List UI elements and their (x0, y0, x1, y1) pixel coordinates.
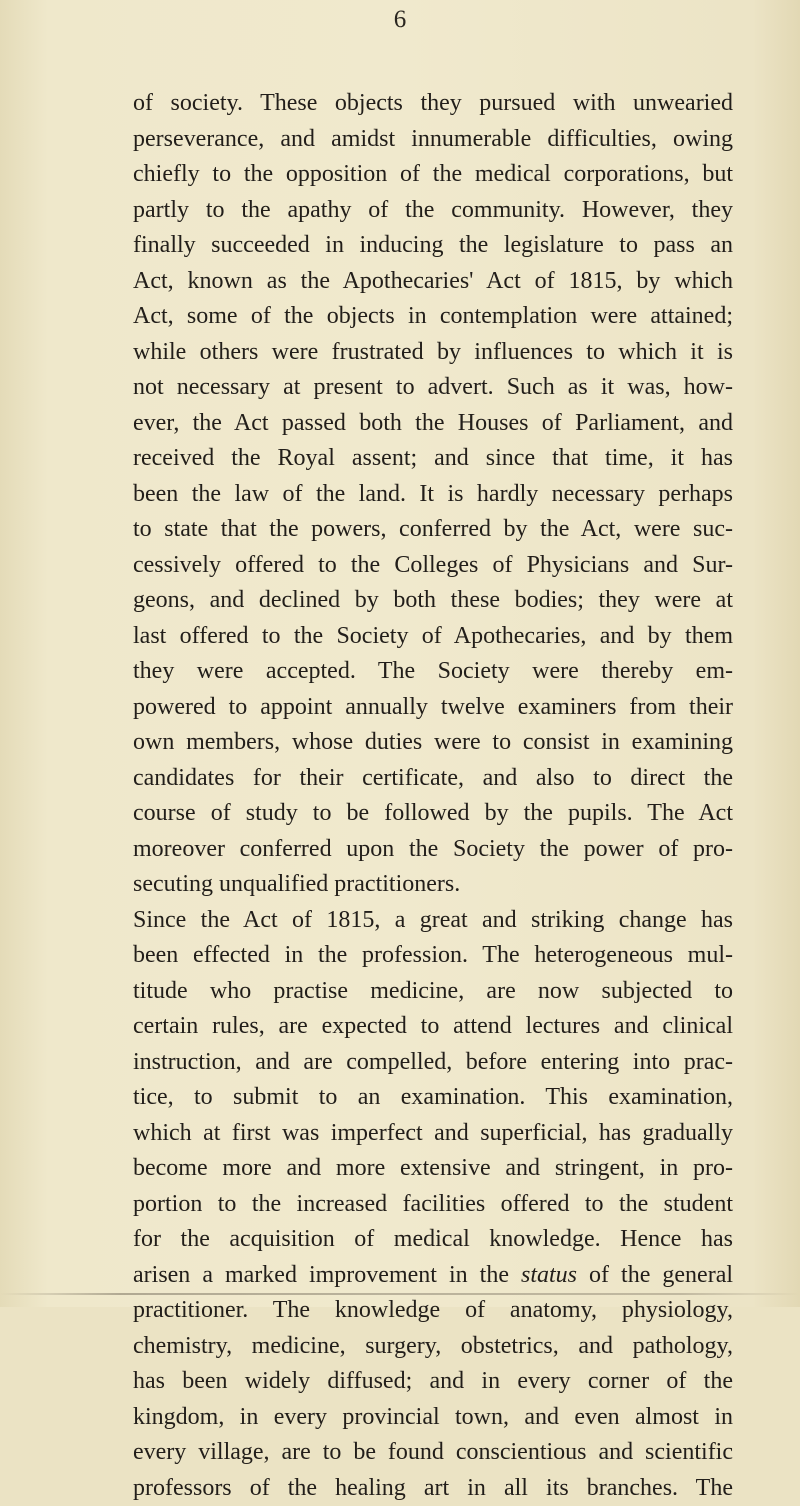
text-line: of society. These objects they pursued with unwearied (133, 86, 733, 122)
text-line: titude who practise medicine, are now subjected to (133, 974, 733, 1010)
text-line: finally succeeded in inducing the legislature to pass an (133, 228, 733, 264)
text-line: geons, and declined by both these bodies; they were at (133, 583, 733, 619)
text-line: Act, known as the Apothecaries' Act of 1815, by which (133, 264, 733, 300)
text-line: cessively offered to the Colleges of Physicians and Sur- (133, 548, 733, 584)
text-line: ever, the Act passed both the Houses of Parliament, and (133, 406, 733, 442)
text-line: Act, some of the objects in contemplation were attained; (133, 299, 733, 335)
text-line: every village, are to be found conscientious and scientific (133, 1435, 733, 1471)
text-line: kingdom, in every provincial town, and even almost in (133, 1400, 733, 1436)
text-line: candidates for their certificate, and also to direct the (133, 761, 733, 797)
text-line: to state that the powers, conferred by the Act, were suc- (133, 512, 733, 548)
text-line: instruction, and are compelled, before entering into prac- (133, 1045, 733, 1081)
page-number: 6 (0, 6, 800, 34)
text-line: received the Royal assent; and since that time, it has (133, 441, 733, 477)
text-line: last offered to the Society of Apothecaries, and by them (133, 619, 733, 655)
text-fragment: arisen a marked improvement in the (133, 1262, 509, 1288)
text-line-with-italic (133, 1258, 733, 1294)
text-line: tice, to submit to an examination. This examination, (133, 1080, 733, 1116)
text-line: chiefly to the opposition of the medical corporations, but (133, 157, 733, 193)
page-edge-line (0, 1293, 800, 1295)
text-line: been the law of the land. It is hardly necessary perhaps (133, 477, 733, 513)
text-line: practitioner. The knowledge of anatomy, physiology, (133, 1293, 733, 1329)
text-line: chemistry, medicine, surgery, obstetrics, and pathology, (133, 1329, 733, 1365)
text-line: has been widely diffused; and in every corner of the (133, 1364, 733, 1400)
text-line: partly to the apathy of the community. However, they (133, 193, 733, 229)
text-line: they were accepted. The Society were thereby em- (133, 654, 733, 690)
text-line: which at first was imperfect and superficial, has gradually (133, 1116, 733, 1152)
text-line: portion to the increased facilities offered to the student (133, 1187, 733, 1223)
text-line: secuting unqualified practitioners. (133, 867, 733, 903)
text-line: certain rules, are expected to attend lectures and clinical (133, 1009, 733, 1045)
text-line: own members, whose duties were to consist in examining (133, 725, 733, 761)
text-line: course of study to be followed by the pupils. The Act (133, 796, 733, 832)
text-line: not necessary at present to advert. Such as it was, how- (133, 370, 733, 406)
text-line: while others were frustrated by influences to which it is (133, 335, 733, 371)
text-line: been effected in the profession. The heterogeneous mul- (133, 938, 733, 974)
text-line: professors of the healing art in all its branches. The (133, 1471, 733, 1506)
text-fragment: of the general (589, 1262, 733, 1288)
italic-word: status (521, 1262, 577, 1288)
text-line: become more and more extensive and stringent, in pro- (133, 1151, 733, 1187)
text-line: perseverance, and amidst innumerable difficulties, owing (133, 122, 733, 158)
text-line: for the acquisition of medical knowledge. Hence has (133, 1222, 733, 1258)
text-line: powered to appoint annually twelve examiners from their (133, 690, 733, 726)
text-line: moreover conferred upon the Society the power of pro- (133, 832, 733, 868)
text-line: Since the Act of 1815, a great and striking change has (133, 903, 733, 939)
